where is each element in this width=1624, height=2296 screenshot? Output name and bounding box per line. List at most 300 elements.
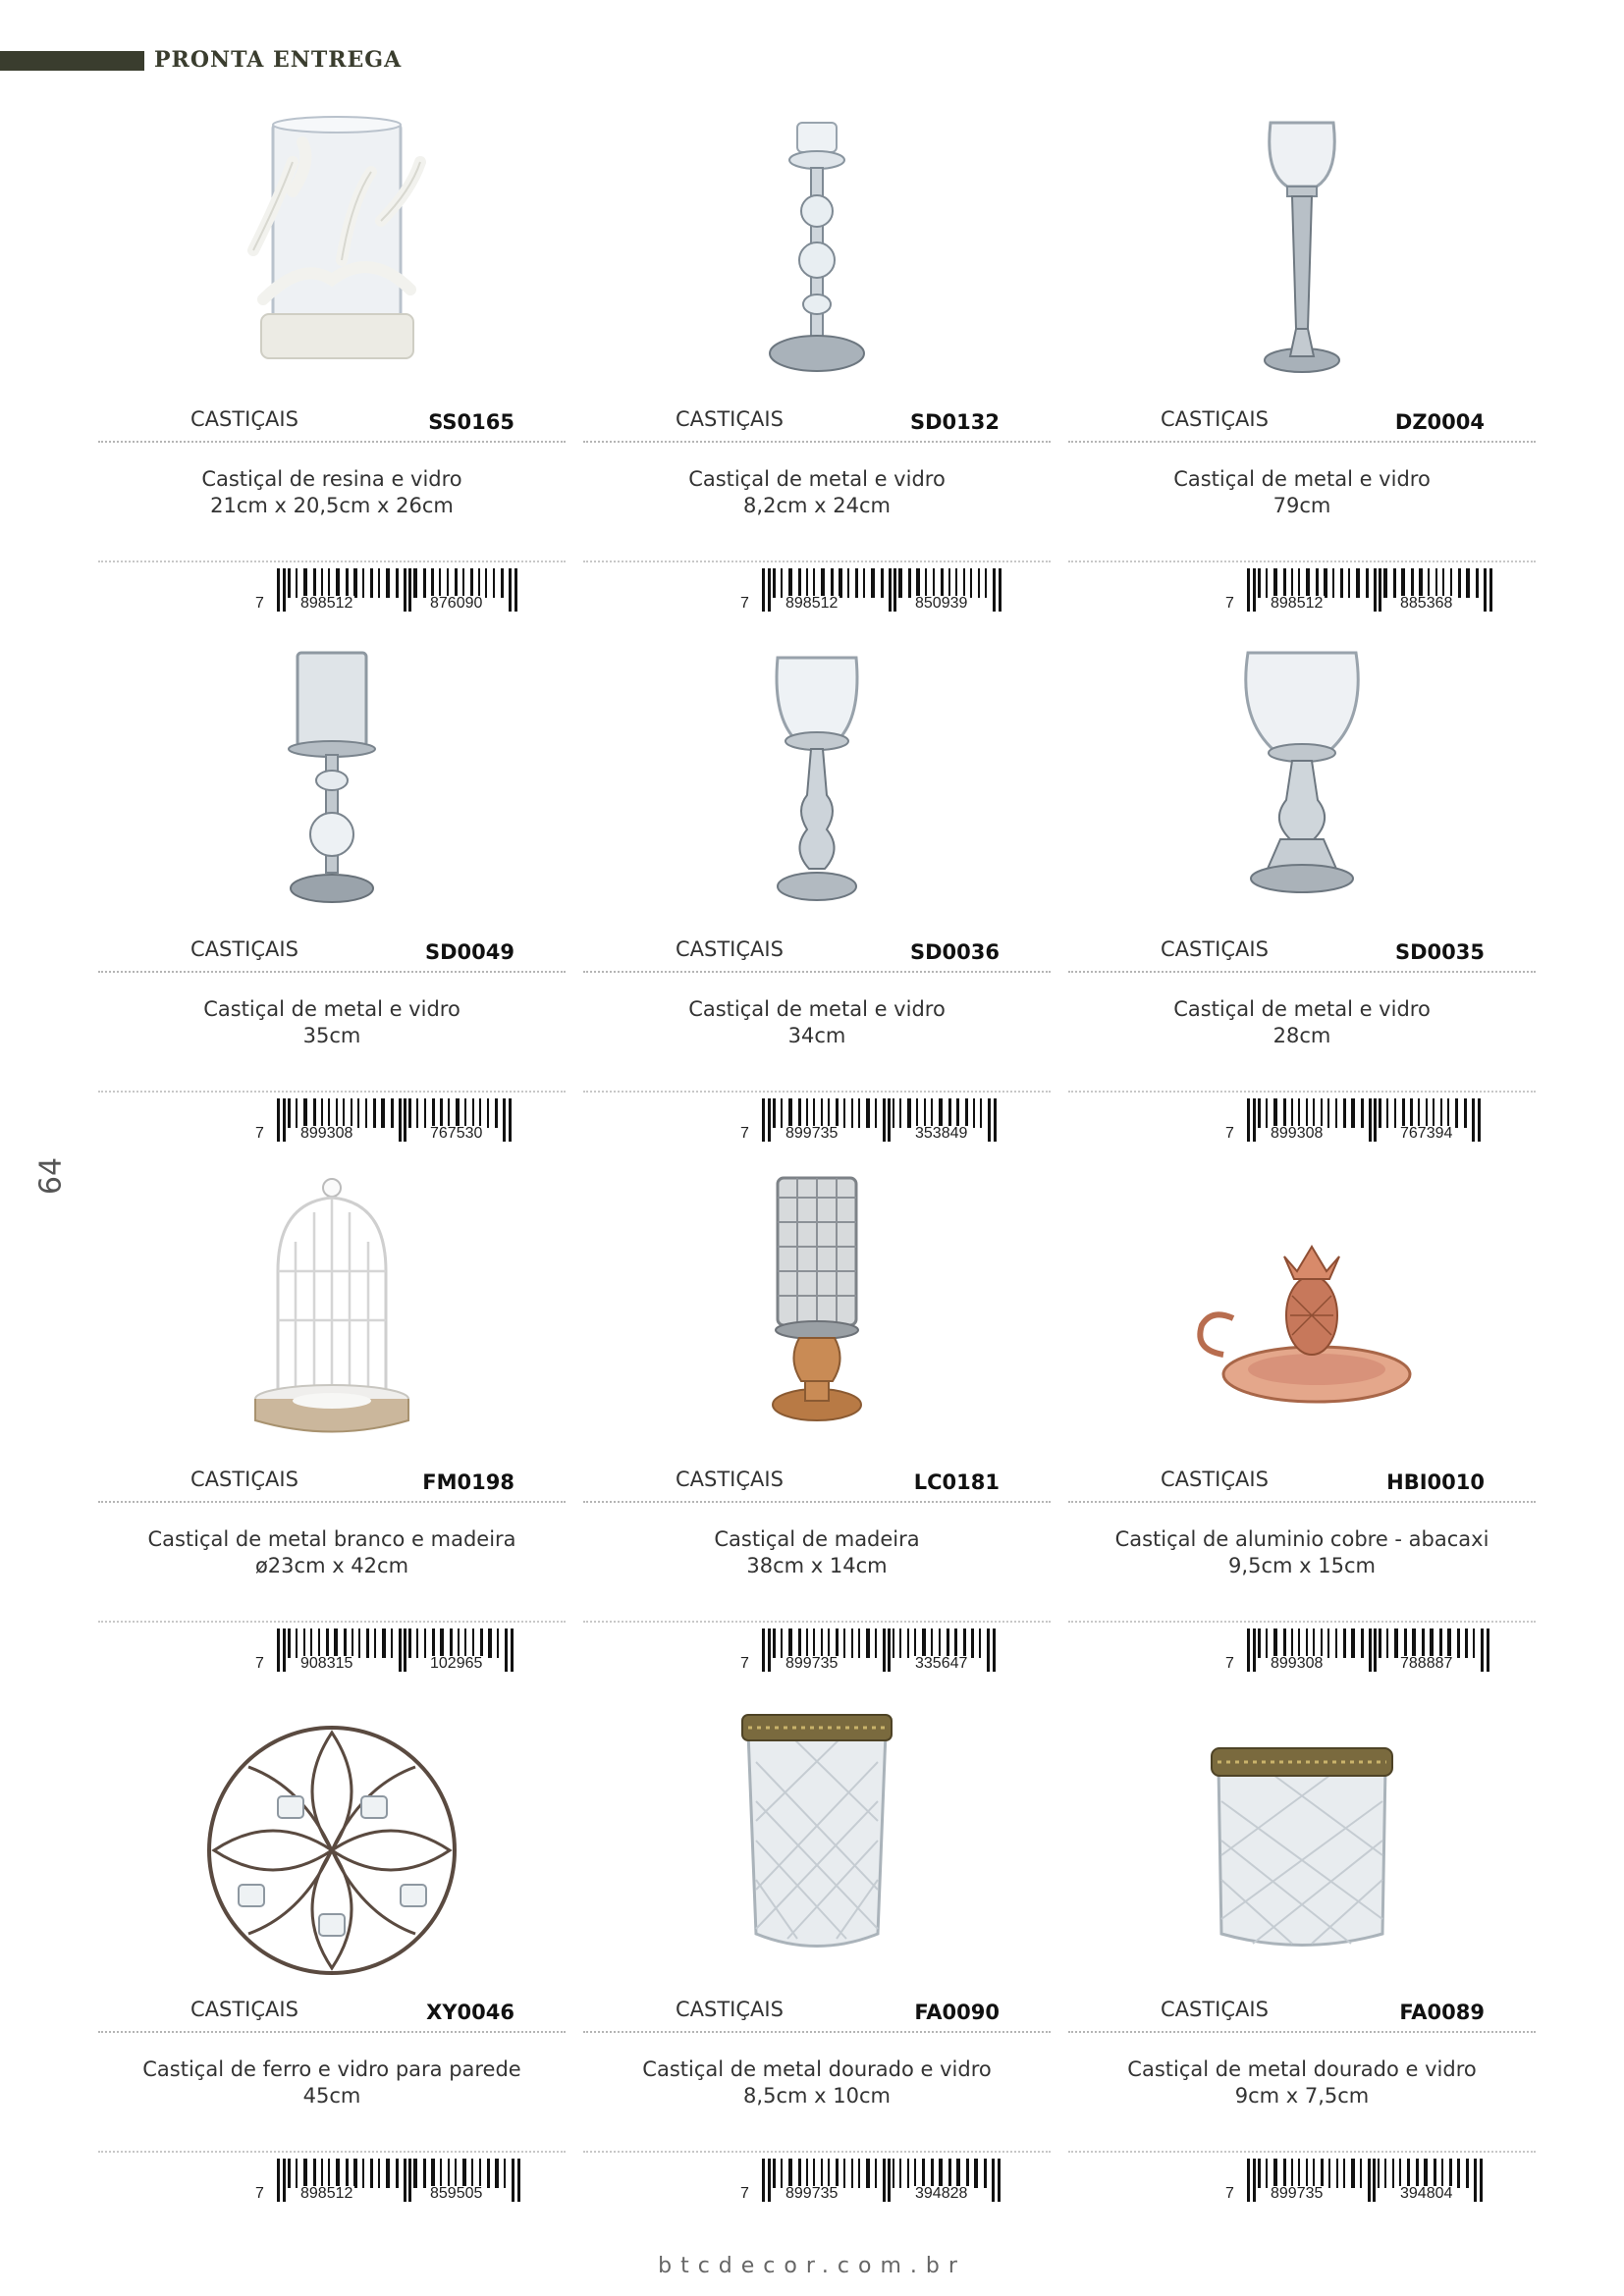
barcode-bar <box>378 2159 380 2188</box>
barcode-bar <box>1283 2159 1286 2188</box>
barcode-bar <box>343 1098 345 1128</box>
barcode-bar <box>806 1629 808 1658</box>
barcode-bar <box>851 1098 853 1128</box>
barcode-bar <box>1273 2159 1277 2188</box>
description-title: Castiçal de resina e vidro <box>201 467 462 491</box>
barcode-bar <box>875 1098 877 1128</box>
barcode-bar <box>1442 568 1444 598</box>
barcode-bar <box>1258 2159 1261 2188</box>
barcode-bar <box>1316 568 1319 598</box>
barcode-bar <box>1273 568 1277 598</box>
barcode-bar <box>858 2159 860 2188</box>
barcode-bar <box>288 1629 291 1658</box>
barcode-bar <box>283 568 286 612</box>
barcode-bar <box>1356 568 1360 598</box>
description-title: Castiçal de metal branco e madeira <box>147 1527 516 1551</box>
barcode-bar <box>978 568 980 598</box>
barcode-bar <box>288 2159 291 2188</box>
barcode-bar <box>404 1629 406 1672</box>
barcode-bar <box>939 2159 943 2188</box>
barcode-bar <box>1298 1629 1300 1658</box>
description-dimensions: 45cm <box>302 2084 361 2108</box>
barcode-bar <box>509 568 512 612</box>
barcode-bar <box>303 568 307 598</box>
barcode-bar <box>1487 1629 1489 1672</box>
barcode-bar <box>924 1098 926 1128</box>
barcode-bar <box>925 568 927 598</box>
description-dimensions: 9,5cm x 15cm <box>1228 1554 1376 1577</box>
barcode-group-1: 898512 <box>1271 595 1324 612</box>
barcode-bar <box>1306 2159 1308 2188</box>
product-photo <box>670 1144 964 1468</box>
product-photo <box>185 1674 479 1998</box>
barcode-bar <box>858 1629 860 1658</box>
barcode-bar <box>447 568 449 598</box>
barcode-bar <box>1378 2159 1380 2188</box>
barcode-bar <box>916 568 920 598</box>
barcode-bar <box>1247 568 1250 612</box>
description-dimensions: 28cm <box>1272 1024 1331 1047</box>
barcode-bar <box>386 2159 390 2188</box>
barcode-bar <box>939 1629 941 1658</box>
barcode-bar <box>1404 1629 1407 1658</box>
barcode-bar <box>773 568 776 598</box>
footer-url[interactable]: btcdecor.com.br <box>658 2254 966 2278</box>
barcode-bar <box>277 1629 280 1672</box>
barcode-bar <box>768 1629 771 1672</box>
barcode-bar <box>328 2159 330 2188</box>
barcode-bar <box>448 1098 450 1128</box>
barcode-bar <box>391 1098 394 1128</box>
description-dimensions: 9cm x 7,5cm <box>1234 2084 1370 2108</box>
barcode-bar <box>1450 568 1452 598</box>
barcode-bar <box>396 568 399 598</box>
barcode-bar <box>843 2159 845 2188</box>
glass-cup-candlestick-icon <box>670 614 964 937</box>
barcode-bar <box>1335 1629 1337 1658</box>
description-dimensions: 21cm x 20,5cm x 26cm <box>210 494 454 517</box>
product-description <box>1068 2056 1536 2109</box>
barcode-bar <box>413 2159 417 2188</box>
barcode-bar <box>973 1098 975 1128</box>
barcode-bar <box>954 1629 957 1658</box>
divider <box>98 1621 566 1623</box>
category-row <box>583 1466 1051 1503</box>
barcode-bar <box>1247 1629 1250 1672</box>
barcode-group-2: 788887 <box>1400 1655 1453 1672</box>
barcode-bar <box>1464 1098 1467 1128</box>
product-card-sd0036 <box>583 614 1051 1144</box>
category-row <box>583 405 1051 443</box>
barcode-bar <box>979 1629 981 1658</box>
barcode-bar <box>1373 2159 1376 2202</box>
barcode-bar <box>768 2159 771 2202</box>
barcode-bar <box>386 568 390 598</box>
product-description <box>98 466 566 519</box>
barcode-bar <box>974 2159 978 2188</box>
barcode-bar <box>485 568 487 598</box>
barcode-bar <box>947 1629 949 1658</box>
barcode-bar <box>479 1098 481 1128</box>
barcode-group-2: 850939 <box>915 595 968 612</box>
barcode-bar <box>472 1098 474 1128</box>
barcode-bar <box>1306 1098 1308 1128</box>
product-code: SD0132 <box>909 410 1000 434</box>
barcode-bar <box>277 568 280 612</box>
barcode-bar <box>1416 2159 1419 2188</box>
birdcage-lantern-icon <box>185 1144 479 1468</box>
barcode-bar <box>836 1629 839 1658</box>
barcode-bar <box>1258 568 1261 598</box>
barcode-bar <box>514 568 517 612</box>
barcode-group-2: 767394 <box>1400 1125 1453 1142</box>
barcode-group-1: 899735 <box>785 1655 839 1672</box>
barcode-bar <box>416 1629 418 1658</box>
category-row <box>98 935 566 973</box>
barcode-bar <box>1291 568 1293 598</box>
description-dimensions: ø23cm x 42cm <box>254 1554 409 1577</box>
page-title: PRONTA ENTREGA <box>154 47 403 73</box>
barcode-bar <box>875 1629 877 1658</box>
barcode-bar <box>1258 1098 1261 1128</box>
product-photo <box>1155 83 1449 407</box>
barcode-bar <box>992 2159 995 2202</box>
barcode-bar <box>1419 568 1423 598</box>
barcode-bar <box>851 2159 853 2188</box>
barcode-bar <box>1466 568 1470 598</box>
description-dimensions: 79cm <box>1272 494 1331 517</box>
product-category: CASTIÇAIS <box>1161 1468 1269 1491</box>
barcode-bar <box>768 568 771 612</box>
page-number: 64 <box>33 1156 69 1196</box>
barcode-bar <box>326 1629 329 1658</box>
category-row <box>98 405 566 443</box>
description-title: Castiçal de metal e vidro <box>1173 997 1431 1021</box>
barcode-bar <box>1449 2159 1452 2188</box>
product-category: CASTIÇAIS <box>190 407 298 431</box>
description-title: Castiçal de metal e vidro <box>1173 467 1431 491</box>
barcode-bar <box>357 1098 359 1128</box>
barcode-bar <box>806 568 808 598</box>
barcode-bar <box>318 1629 320 1658</box>
barcode-bar <box>1283 568 1286 598</box>
barcode-bar <box>1291 1098 1293 1128</box>
barcode-bar <box>296 1098 298 1128</box>
barcode-bar <box>956 1098 959 1128</box>
barcode-bar <box>404 2159 406 2202</box>
barcode-bar <box>283 1629 286 1672</box>
barcode-bar <box>1360 2159 1362 2188</box>
barcode-group-1: 899308 <box>300 1125 353 1142</box>
barcode-bar <box>1480 2159 1483 2202</box>
description-dimensions: 34cm <box>787 1024 846 1047</box>
barcode-bar <box>464 1629 466 1658</box>
barcode-bar <box>955 568 957 598</box>
barcode-bar <box>831 568 834 598</box>
barcode-bar <box>899 1629 901 1658</box>
barcode-bar <box>1253 2159 1256 2202</box>
barcode-bar <box>346 2159 349 2188</box>
category-row <box>98 1996 566 2033</box>
barcode-bar <box>821 2159 823 2188</box>
barcode-bar <box>893 2159 894 2188</box>
product-code: LC0181 <box>913 1470 1000 1494</box>
product-category: CASTIÇAIS <box>676 407 784 431</box>
divider <box>583 2151 1051 2153</box>
barcode-bar <box>883 2159 886 2202</box>
barcode-bar <box>495 1098 498 1128</box>
category-row <box>98 1466 566 1503</box>
product-category: CASTIÇAIS <box>1161 407 1269 431</box>
barcode-bar <box>922 1629 926 1658</box>
barcode-bar <box>1327 1629 1329 1658</box>
description-dimensions: 8,5cm x 10cm <box>743 2084 891 2108</box>
barcode-bar <box>366 1629 369 1658</box>
barcode-bar <box>781 1629 783 1658</box>
barcode-bar <box>479 2159 481 2188</box>
barcode-bar <box>888 2159 891 2202</box>
barcode-bar <box>1426 1098 1428 1128</box>
barcode-bar <box>303 1098 307 1128</box>
barcode <box>255 2159 548 2202</box>
barcode-bar <box>1392 2159 1394 2188</box>
barcode-bar <box>277 1098 280 1142</box>
barcode <box>1225 1629 1518 1672</box>
barcode-bar <box>458 1629 460 1658</box>
barcode-bar <box>382 1629 386 1658</box>
barcode-bar <box>1386 1629 1388 1658</box>
barcode-bar <box>313 2159 316 2188</box>
barcode-bar <box>1481 1629 1484 1672</box>
barcode-bar <box>336 568 340 598</box>
barcode-bar <box>370 2159 373 2188</box>
product-code: FA0089 <box>1399 2001 1485 2024</box>
barcode-bar <box>821 1629 823 1658</box>
barcode-group-1: 899735 <box>785 2185 839 2202</box>
barcode-bar <box>1321 1098 1323 1128</box>
description-title: Castiçal de metal dourado e vidro <box>642 2057 992 2081</box>
barcode-bar <box>440 1098 443 1128</box>
description-dimensions: 8,2cm x 24cm <box>743 494 891 517</box>
barcode-bar <box>993 568 996 612</box>
barcode-bar <box>1433 1098 1435 1128</box>
barcode-bar <box>768 1098 771 1142</box>
barcode-bar <box>881 568 884 598</box>
barcode-bar <box>365 1098 367 1128</box>
barcode-bar <box>505 1629 508 1672</box>
barcode-bar <box>1430 1629 1434 1658</box>
barcode-bar <box>914 1629 916 1658</box>
barcode-bar <box>416 1098 418 1128</box>
product-code: SD0036 <box>909 940 1000 964</box>
barcode-bar <box>863 568 865 598</box>
description-title: Castiçal de metal e vidro <box>688 467 946 491</box>
divider <box>583 561 1051 562</box>
barcode-bar <box>503 1098 506 1142</box>
barcode-bar <box>504 2159 506 2188</box>
barcode-bar <box>424 1098 426 1128</box>
barcode-bar <box>1313 1629 1315 1658</box>
barcode-bar <box>907 1098 911 1128</box>
description-title: Castiçal de metal e vidro <box>688 997 946 1021</box>
barcode-group-2: 394804 <box>1400 2185 1453 2202</box>
barcode-bar <box>1298 1098 1300 1128</box>
barcode-bar <box>1361 1629 1364 1658</box>
barcode-bar <box>1266 2159 1268 2188</box>
barcode-first-digit: 7 <box>740 2185 749 2202</box>
barcode-bar <box>773 1098 776 1128</box>
barcode-bar <box>432 1629 435 1658</box>
description-title: Castiçal de metal e vidro <box>203 997 460 1021</box>
barcode-bar <box>813 1098 815 1128</box>
barcode-bar <box>984 2159 987 2188</box>
barcode-bar <box>404 568 406 612</box>
barcode-bar <box>948 2159 951 2188</box>
barcode-bar <box>773 1629 776 1658</box>
barcode <box>255 1098 548 1142</box>
barcode-bar <box>431 568 434 598</box>
product-description <box>1068 466 1536 519</box>
divider <box>1068 1091 1536 1093</box>
barcode-bar <box>1374 1098 1377 1142</box>
barcode-bar <box>1253 1098 1256 1142</box>
barcode-bar <box>462 568 464 598</box>
barcode-bar <box>931 2159 934 2188</box>
barcode-bar <box>378 568 380 598</box>
barcode-bar <box>939 1098 943 1128</box>
barcode-bar <box>1394 1098 1396 1128</box>
barcode-bar <box>931 1629 933 1658</box>
barcode-bar <box>288 1098 291 1128</box>
barcode-bar <box>1441 2159 1443 2188</box>
barcode-bar <box>762 1629 765 1672</box>
barcode-group-2: 353849 <box>915 1125 968 1142</box>
barcode-bar <box>1336 2159 1338 2188</box>
barcode-bar <box>931 1098 933 1128</box>
barcode-bar <box>450 1629 453 1658</box>
product-category: CASTIÇAIS <box>190 1998 298 2021</box>
barcode-bar <box>440 1629 444 1658</box>
product-photo <box>185 83 479 407</box>
product-description <box>583 466 1051 519</box>
divider <box>1068 561 1536 562</box>
barcode-bar <box>439 568 441 598</box>
barcode-bar <box>762 1098 765 1142</box>
barcode-bar <box>1457 1629 1460 1658</box>
barcode-bar <box>858 1098 860 1128</box>
barcode-bar <box>813 2159 815 2188</box>
barcode-bar <box>788 2159 792 2188</box>
barcode-bar <box>1283 1098 1286 1128</box>
coral-glass-hurricane-icon <box>185 83 479 407</box>
barcode-bar <box>993 1629 996 1672</box>
product-grid <box>98 83 1547 2204</box>
barcode-bar <box>1379 1629 1381 1658</box>
barcode-first-digit: 7 <box>1225 2185 1234 2202</box>
product-description <box>583 996 1051 1049</box>
barcode-bar <box>336 1098 338 1128</box>
barcode-bar <box>391 1629 393 1658</box>
barcode-group-1: 899735 <box>785 1125 839 1142</box>
barcode-bar <box>1306 568 1310 598</box>
barcode-bar <box>1253 1629 1256 1672</box>
barcode-bar <box>1351 1098 1355 1128</box>
barcode-bar <box>948 1098 951 1128</box>
barcode-bar <box>914 2159 916 2188</box>
barcode-first-digit: 7 <box>740 595 749 612</box>
barcode-bar <box>1369 1098 1372 1142</box>
barcode-bar <box>374 1629 376 1658</box>
barcode-bar <box>396 2159 399 2188</box>
product-code: SD0035 <box>1394 940 1485 964</box>
barcode-bar <box>1478 1098 1481 1142</box>
product-card-sd0132 <box>583 83 1051 614</box>
barcode-bar <box>501 568 504 598</box>
barcode-bar <box>1369 1629 1372 1672</box>
barcode-bar <box>963 568 965 598</box>
barcode-bar <box>828 1098 830 1128</box>
category-row <box>1068 1466 1536 1503</box>
barcode-bar <box>1484 568 1487 612</box>
barcode-bar <box>965 1098 968 1128</box>
product-photo <box>1155 1674 1449 1998</box>
barcode-bar <box>1410 1098 1413 1128</box>
category-row <box>583 1996 1051 2033</box>
barcode-bar <box>321 2159 323 2188</box>
barcode-bar <box>883 1098 886 1142</box>
product-category: CASTIÇAIS <box>676 1998 784 2021</box>
barcode-first-digit: 7 <box>255 595 264 612</box>
barcode-bar <box>408 2159 411 2202</box>
barcode-bar <box>1306 1629 1308 1658</box>
barcode-bar <box>788 1098 792 1128</box>
barcode-bar <box>899 2159 901 2188</box>
barcode-bar <box>1343 1098 1346 1128</box>
barcode-first-digit: 7 <box>1225 1655 1234 1672</box>
barcode-bar <box>1374 568 1377 612</box>
product-photo <box>670 83 964 407</box>
barcode-bar <box>866 1098 870 1128</box>
barcode-bar <box>487 2159 490 2188</box>
barcode-bar <box>898 568 902 598</box>
category-row <box>1068 405 1536 443</box>
glass-bowl-candlestick-icon <box>1155 614 1449 937</box>
barcode-bar <box>370 568 373 598</box>
barcode-bar <box>948 568 950 598</box>
barcode-bar <box>487 1098 489 1128</box>
product-category: CASTIÇAIS <box>190 1468 298 1491</box>
barcode-bar <box>922 2159 925 2188</box>
barcode-bar <box>893 1629 894 1658</box>
barcode-bar <box>781 2159 783 2188</box>
barcode-bar <box>381 1098 385 1128</box>
barcode-bar <box>806 1098 808 1128</box>
barcode-bar <box>358 1629 360 1658</box>
barcode-bar <box>1343 2159 1345 2188</box>
product-photo <box>185 614 479 937</box>
barcode-bar <box>1455 1098 1458 1128</box>
barcode-bar <box>296 1629 298 1658</box>
barcode-group-2: 102965 <box>430 1655 483 1672</box>
barcode-bar <box>408 1098 411 1128</box>
barcode-bar <box>408 568 411 612</box>
barcode-bar <box>478 568 480 598</box>
barcode-bar <box>373 1098 376 1128</box>
barcode-bar <box>907 2159 909 2188</box>
product-card-hbi0010 <box>1068 1144 1536 1674</box>
barcode-bar <box>888 1098 891 1142</box>
barcode <box>255 1629 548 1672</box>
